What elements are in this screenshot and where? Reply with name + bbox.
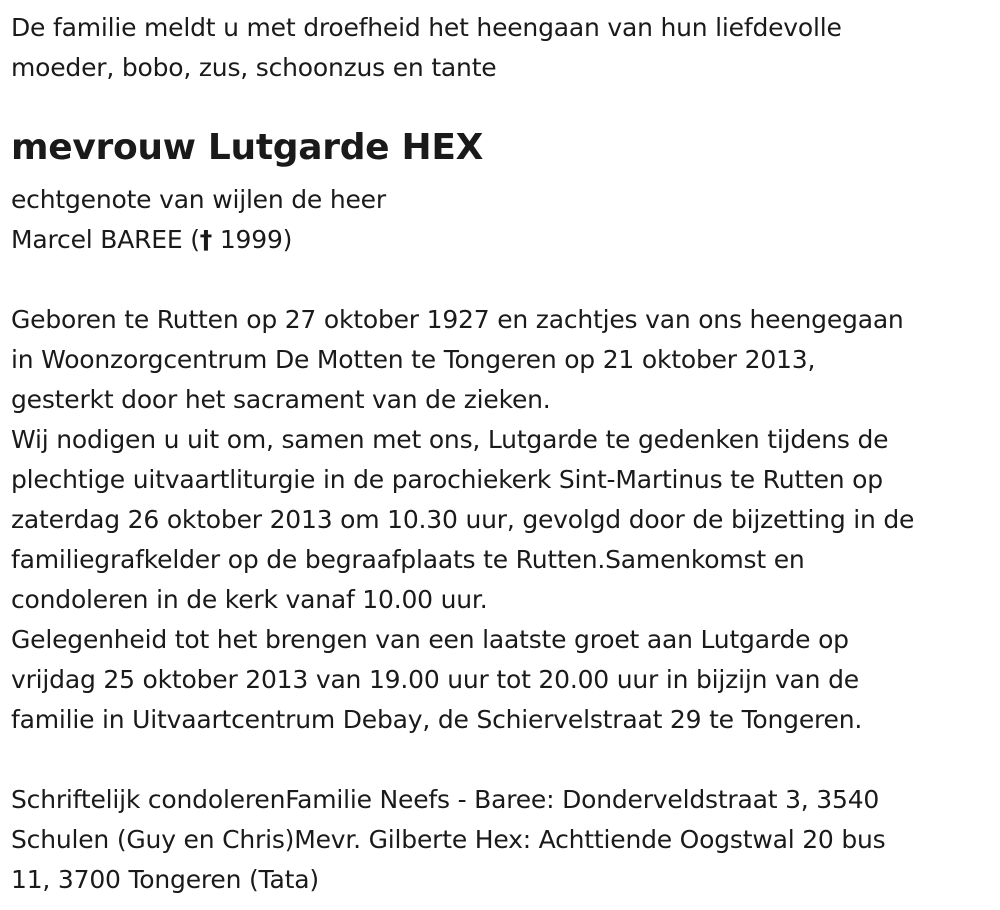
intro-line-1: De familie meldt u met droefheid het heengaan van hun liefdevolle [11,13,842,42]
body-line: condoleren in de kerk vanaf 10.00 uur. [11,585,488,614]
deceased-name: mevrouw Lutgarde HEX [11,127,484,168]
body-line: Wij nodigen u uit om, samen met ons, Lutgarde te gedenken tijdens de [11,425,889,454]
condolence-line: 11, 3700 Tongeren (Tata) [11,865,319,894]
spouse-line-2 [11,220,991,260]
body-line: in Woonzorgcentrum De Motten te Tongeren op 21 oktober 2013, [11,345,816,374]
body-line: vrijdag 25 oktober 2013 van 19.00 uur tot 20.00 uur in bijzijn van de [11,665,859,694]
body-line: familiegrafkelder op de begraafplaats te Rutten.Samenkomst en [11,545,805,574]
body-line: plechtige uitvaartliturgie in de parochiekerk Sint-Martinus te Rutten op [11,465,883,494]
intro-line-2: moeder, bobo, zus, schoonzus en tante [11,53,497,82]
obituary-notice [11,8,991,900]
body-line: zaterdag 26 oktober 2013 om 10.30 uur, gevolgd door de bijzetting in de [11,505,915,534]
condolence-line: Schulen (Guy en Chris)Mevr. Gilberte Hex: Achttiende Oogstwal 20 bus [11,825,886,854]
spouse-death-year: 1999) [219,225,293,254]
body-line: gesterkt door het sacrament van de zieken. [11,385,551,414]
paragraph-gap [11,740,991,780]
spouse-name: Marcel BAREE ( [11,225,200,254]
body-line: familie in Uitvaartcentrum Debay, de Schiervelstraat 29 te Tongeren. [11,705,863,734]
paragraph-gap [11,260,991,300]
body-line: Geboren te Rutten op 27 oktober 1927 en zachtjes van ons heengegaan [11,305,904,334]
body-line: Gelegenheid tot het brengen van een laatste groet aan Lutgarde op [11,625,849,654]
condolence-line: Schriftelijk condolerenFamilie Neefs - Baree: Donderveldstraat 3, 3540 [11,785,880,814]
spouse-line-1: echtgenote van wijlen de heer [11,185,386,214]
cross-icon: † [199,225,213,254]
